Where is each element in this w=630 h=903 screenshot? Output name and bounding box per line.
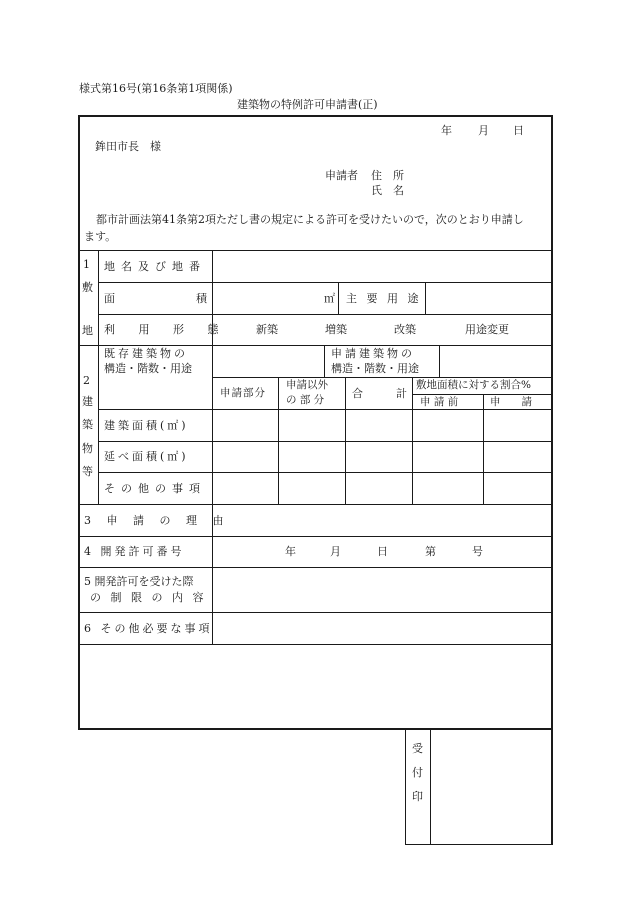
site-section-char-1: 敷 [82,281,93,294]
dev-permit-no-suffix: 号 [472,545,483,558]
usage-option-change-use: 用途変更 [465,323,509,336]
reason-label: 3 申 請 の 理 由 [84,514,230,527]
building-section-char-2: 築 [82,418,93,431]
building-section-char-1: 建 [82,395,93,408]
usage-form-label: 利 用 形 態 [104,323,229,336]
name-label: 氏 名 [371,184,404,197]
area-label-left: 面 [104,292,115,305]
building-section-num: 2 [83,374,90,387]
dev-permit-num-label: 4 開発許可番号 [84,545,185,558]
restriction-line2: の 制 限 の 内 容 [90,591,207,604]
building-section-char-4: 等 [82,465,93,478]
date-month: 月 [478,124,489,137]
col-other-line2: の 部 分 [286,394,325,406]
col-before: 申 請 前 [420,396,459,408]
date-day: 日 [513,124,524,137]
usage-option-extension: 増築 [325,323,347,336]
address-label: 住 所 [371,169,404,182]
date-year: 年 [441,124,452,137]
form-title: 建築物の特例許可申請書(正) [237,98,378,111]
building-section-char-3: 物 [82,442,93,455]
col-total-right: 計 [396,387,407,400]
receipt-char-3: 印 [412,790,423,803]
existing-building-line1: 既存建築物の [104,347,188,360]
restriction-line1: 5 開発許可を受けた際 [84,575,194,588]
site-section-char-2: 地 [82,324,93,337]
dev-permit-year: 年 [285,545,296,558]
request-text-line1: 都市計画法第41条第2項ただし書の規定による許可を受けたいので，次のとおり申請し [96,213,524,226]
dev-permit-no-prefix: 第 [425,545,436,558]
main-use-label: 主 要 用 途 [346,292,422,305]
request-text-line2: ます。 [84,230,117,243]
addressee: 鉾田市長 様 [95,140,161,153]
dev-permit-day: 日 [377,545,388,558]
dev-permit-month: 月 [330,545,341,558]
site-section-num: 1 [83,258,90,271]
area-unit: ㎡ [324,292,335,305]
applied-building-line2: 構造・階数・用途 [331,362,419,375]
applicant-label: 申請者 [325,169,358,182]
row-floor-area: 延べ面積(㎡) [104,450,189,463]
location-label: 地名及び地番 [104,260,206,273]
receipt-char-2: 付 [412,766,423,779]
other-required-label: 6 その他必要な事項 [84,622,213,635]
row-building-area: 建築面積(㎡) [104,419,189,432]
usage-option-new: 新築 [256,323,278,336]
area-label-right: 積 [196,292,207,305]
usage-option-rebuild: 改築 [394,323,416,336]
applied-building-line1: 申請建築物の [331,347,415,360]
col-applied-part: 申請部分 [220,387,266,399]
form-number: 様式第16号(第16条第1項関係) [79,82,233,95]
col-total-left: 合 [352,387,363,400]
receipt-char-1: 受 [412,742,423,755]
existing-building-line2: 構造・階数・用途 [104,362,192,375]
col-after: 申 請 [490,396,532,408]
col-other-line1: 申請以外 [286,379,328,391]
row-other: その他の事項 [104,482,206,495]
col-ratio: 敷地面積に対する割合% [416,379,531,391]
